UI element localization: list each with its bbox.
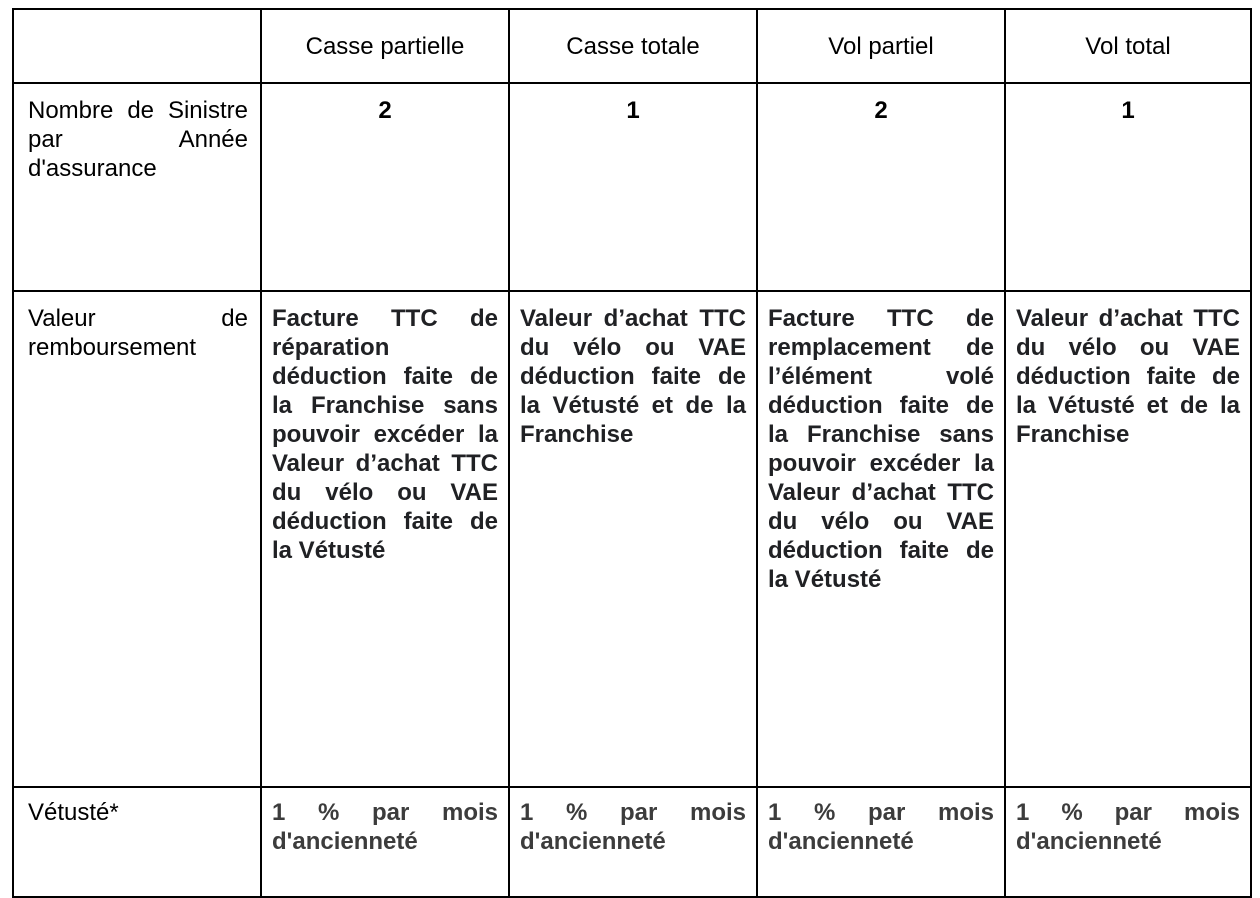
cell-count-casse-totale: 1 bbox=[509, 83, 757, 291]
table-row bbox=[13, 291, 1251, 787]
header-row bbox=[13, 9, 1251, 83]
cell-value-casse-partielle: Facture TTC de réparation déduction faite de la Franchise sans pouvoir excéder la Valeur d’achat TTC du vélo ou VAE déduction faite de la Vétusté bbox=[261, 291, 509, 787]
cell-value-vol-total: Valeur d’achat TTC du vélo ou VAE déduction faite de la Vétusté et de la Franchise bbox=[1005, 291, 1251, 787]
header-vol-partiel: Vol partiel bbox=[757, 9, 1005, 83]
row-label-valeur-remboursement: Valeur de remboursement bbox=[13, 291, 261, 787]
claims-table bbox=[12, 8, 1252, 898]
row-label-nombre-sinistre: Nombre de Sinistre par Année d'assurance bbox=[13, 83, 261, 291]
cell-count-casse-partielle: 2 bbox=[261, 83, 509, 291]
cell-count-vol-partiel: 2 bbox=[757, 83, 1005, 291]
header-casse-partielle: Casse partielle bbox=[261, 9, 509, 83]
cell-vetuste-casse-partielle: 1 % par mois d'ancienneté bbox=[261, 787, 509, 897]
cell-value-vol-partiel: Facture TTC de remplacement de l’élément volé déduction faite de la Franchise sans pouvoir excéder la Valeur d’achat TTC du vélo ou VAE déduction faite de la Vétusté bbox=[757, 291, 1005, 787]
cell-vetuste-vol-partiel: 1 % par mois d'ancienneté bbox=[757, 787, 1005, 897]
table-row bbox=[13, 787, 1251, 897]
header-casse-totale: Casse totale bbox=[509, 9, 757, 83]
cell-count-vol-total: 1 bbox=[1005, 83, 1251, 291]
table-row bbox=[13, 83, 1251, 291]
header-vol-total: Vol total bbox=[1005, 9, 1251, 83]
cell-vetuste-vol-total: 1 % par mois d'ancienneté bbox=[1005, 787, 1251, 897]
cell-vetuste-casse-totale: 1 % par mois d'ancienneté bbox=[509, 787, 757, 897]
row-label-vetuste: Vétusté* bbox=[13, 787, 261, 897]
cell-value-casse-totale: Valeur d’achat TTC du vélo ou VAE déduction faite de la Vétusté et de la Franchise bbox=[509, 291, 757, 787]
header-cell-empty bbox=[13, 9, 261, 83]
